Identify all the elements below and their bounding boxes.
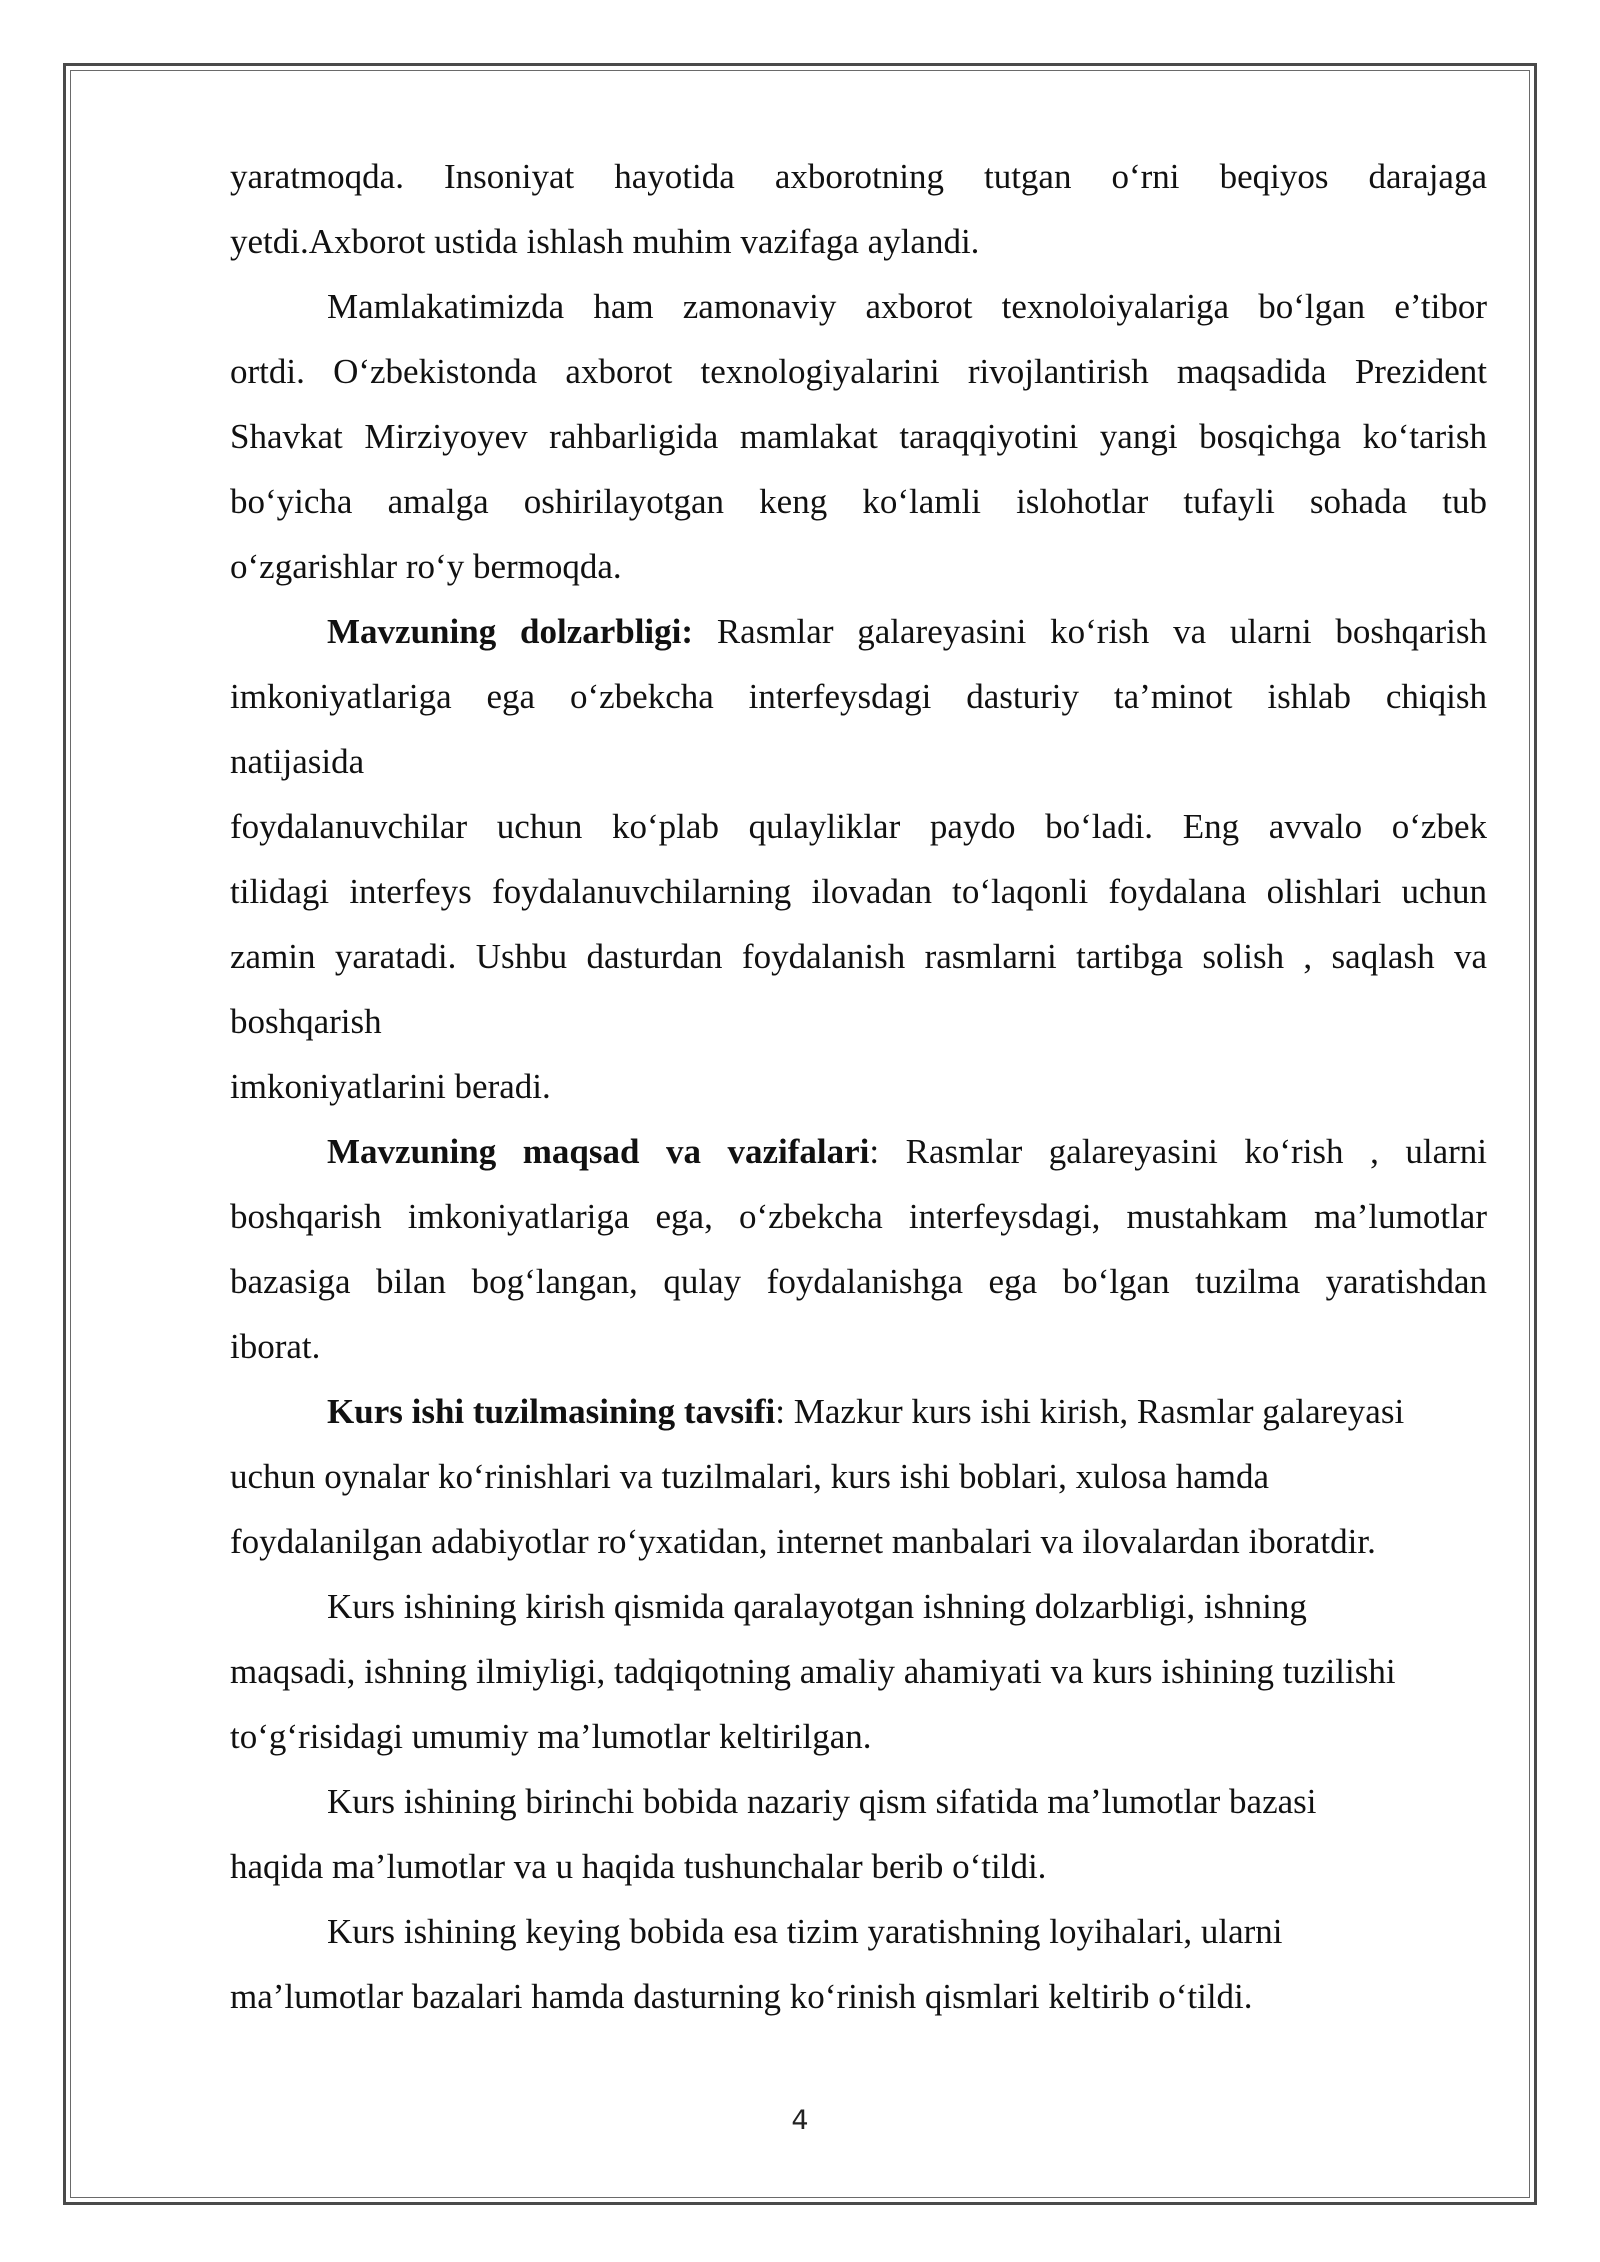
line-text: bo‘yicha amalga oshirilayotgan keng ko‘lamli islohotlar tufayli sohada tub	[230, 482, 1487, 521]
text-line	[230, 1444, 1487, 1509]
text-line	[230, 339, 1487, 404]
paragraph	[230, 1379, 1487, 1574]
text-line	[230, 794, 1487, 859]
line-text: boshqarish imkoniyatlariga ega, o‘zbekcha interfeysdagi, mustahkam ma’lumotlar	[230, 1197, 1487, 1236]
bold-heading: Kurs ishi tuzilmasining tavsifi	[327, 1392, 776, 1431]
text-line	[230, 859, 1487, 924]
text-line	[230, 1314, 1487, 1379]
text-line	[230, 1379, 1487, 1444]
text-line	[230, 599, 1487, 664]
line-text: to‘g‘risidagi umumiy ma’lumotlar keltirilgan.	[230, 1717, 872, 1756]
line-text: Shavkat Mirziyoyev rahbarligida mamlakat taraqqiyotini yangi bosqichga ko‘tarish	[230, 417, 1487, 456]
paragraph	[230, 1769, 1487, 1899]
line-text: natijasida	[230, 742, 365, 781]
line-text: uchun oynalar ko‘rinishlari va tuzilmalari, kurs ishi boblari, xulosa hamda	[230, 1457, 1270, 1496]
line-text: Kurs ishining birinchi bobida nazariy qism sifatida ma’lumotlar bazasi	[327, 1782, 1317, 1821]
line-text: yaratmoqda. Insoniyat hayotida axborotning tutgan o‘rni beqiyos darajaga	[230, 157, 1487, 196]
text-line	[230, 1054, 1487, 1119]
text-line	[230, 1249, 1487, 1314]
text-line	[230, 1509, 1487, 1574]
paragraph	[230, 144, 1487, 274]
text-line	[230, 1964, 1487, 2029]
line-text: tilidagi interfeys foydalanuvchilarning ilovadan to‘laqonli foydalana olishlari uchun	[230, 872, 1487, 911]
line-text: zamin yaratadi. Ushbu dasturdan foydalanish rasmlarni tartibga solish , saqlash va	[230, 937, 1487, 976]
page-number: 4	[791, 2105, 809, 2136]
text-line	[230, 274, 1487, 339]
line-text: Kurs ishining keying bobida esa tizim yaratishning loyihalari, ularni	[327, 1912, 1283, 1951]
text-line	[230, 209, 1487, 274]
line-text: imkoniyatlariga ega o‘zbekcha interfeysdagi dasturiy ta’minot ishlab chiqish	[230, 677, 1487, 716]
line-text: bazasiga bilan bog‘langan, qulay foydalanishga ega bo‘lgan tuzilma yaratishdan	[230, 1262, 1487, 1301]
document-body	[230, 144, 1487, 2029]
line-text: ortdi. O‘zbekistonda axborot texnologiyalarini rivojlantirish maqsadida Prezident	[230, 352, 1487, 391]
text-line	[230, 1639, 1487, 1704]
paragraph	[230, 1899, 1487, 2029]
paragraph	[230, 1119, 1487, 1379]
bold-heading: Mavzuning maqsad va vazifalari	[327, 1132, 870, 1171]
text-line	[230, 1574, 1487, 1639]
line-text: boshqarish	[230, 1002, 382, 1041]
line-text: foydalanuvchilar uchun ko‘plab qulayliklar paydo bo‘ladi. Eng avvalo o‘zbek	[230, 807, 1487, 846]
line-text: : Mazkur kurs ishi kirish, Rasmlar galareyasi	[775, 1392, 1405, 1431]
text-line	[230, 664, 1487, 729]
text-line	[230, 1769, 1487, 1834]
line-text: ma’lumotlar bazalari hamda dasturning ko‘rinish qismlari keltirib o‘tildi.	[230, 1977, 1253, 2016]
text-line	[230, 1834, 1487, 1899]
text-line	[230, 404, 1487, 469]
text-line	[230, 1184, 1487, 1249]
text-line	[230, 1704, 1487, 1769]
text-line	[230, 469, 1487, 534]
line-text: o‘zgarishlar ro‘y bermoqda.	[230, 547, 622, 586]
paragraph	[230, 1574, 1487, 1769]
line-text: foydalanilgan adabiyotlar ro‘yxatidan, internet manbalari va ilovalardan iboratdir.	[230, 1522, 1376, 1561]
text-line	[230, 534, 1487, 599]
line-text: maqsadi, ishning ilmiyligi, tadqiqotning amaliy ahamiyati va kurs ishining tuzilishi	[230, 1652, 1396, 1691]
line-text: Kurs ishining kirish qismida qaralayotgan ishning dolzarbligi, ishning	[327, 1587, 1307, 1626]
line-text: imkoniyatlarini beradi.	[230, 1067, 551, 1106]
text-line	[230, 1899, 1487, 1964]
line-text: : Rasmlar galareyasini ko‘rish , ularni	[869, 1132, 1487, 1171]
text-line	[230, 144, 1487, 209]
paragraph	[230, 274, 1487, 599]
text-line	[230, 1119, 1487, 1184]
line-text: iborat.	[230, 1327, 321, 1366]
text-line	[230, 924, 1487, 989]
text-line	[230, 989, 1487, 1054]
line-text: Rasmlar galareyasini ko‘rish va ularni boshqarish	[693, 612, 1487, 651]
bold-heading: Mavzuning dolzarbligi:	[327, 612, 694, 651]
line-text: yetdi.Axborot ustida ishlash muhim vazifaga aylandi.	[230, 222, 980, 261]
line-text: haqida ma’lumotlar va u haqida tushunchalar berib o‘tildi.	[230, 1847, 1047, 1886]
line-text: Mamlakatimizda ham zamonaviy axborot texnoloiyalariga bo‘lgan e’tibor	[327, 287, 1487, 326]
paragraph	[230, 599, 1487, 1119]
text-line	[230, 729, 1487, 794]
